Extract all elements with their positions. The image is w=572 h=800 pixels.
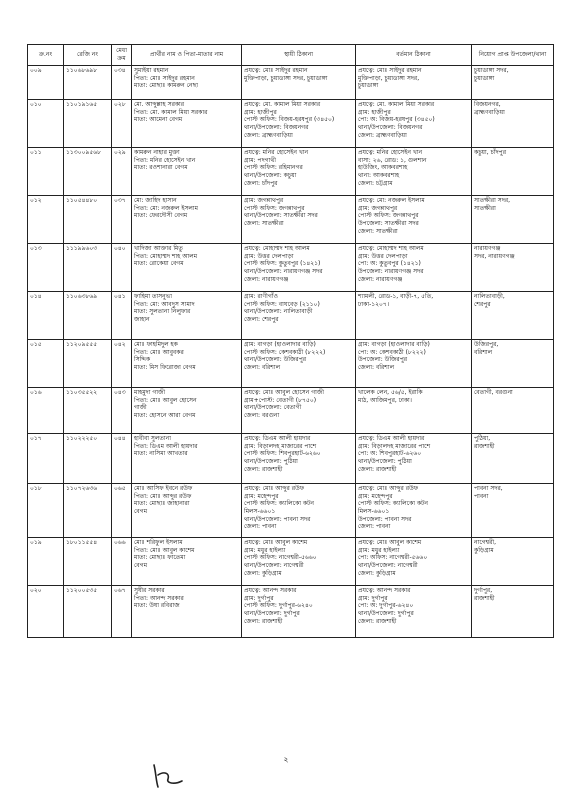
header-name: প্রার্থীর নাম ও পিতা-মাতার নাম <box>132 45 242 66</box>
permanent-address-cell <box>242 244 356 292</box>
cell-line: নালিতাবাড়ী, <box>474 293 505 300</box>
permanent-address-cell <box>242 196 356 244</box>
table-header-row <box>28 45 554 66</box>
permanent-address-cell <box>242 586 356 638</box>
cell-line: মাহমুদা গাজী <box>134 389 166 396</box>
cell-line: বেতাগী, বরগুনা <box>474 389 513 396</box>
name-cell <box>132 538 242 586</box>
cell-line: প্রযত্নে: মোঃ আব্দুর রউফ <box>244 485 305 492</box>
cell-line: গ্রাম: মহেন্দপুর <box>244 492 279 500</box>
cell-line: সাতক্ষীরা <box>474 204 496 212</box>
header-posting: নিয়োগ প্রাপ্ত উপজেলা/থানা <box>472 45 554 66</box>
cell-line: উপজেলা: সাতক্ষীরা সদর <box>358 220 419 228</box>
table-row <box>28 484 554 538</box>
serial-cell: ০১৫ <box>28 340 64 388</box>
cell-line: চুয়াডাঙ্গা সদর, <box>474 67 509 74</box>
cell-line: গ্রাম: উত্তর দেলপাড়া <box>244 252 294 260</box>
cell-line: পিতা: মো. কামাল মিয়া সরকার <box>134 108 208 116</box>
cell-line: খালেক লেন, ৫৬/৫, ইরাকি <box>358 389 423 396</box>
cell-line: দুর্গাপুর, <box>474 587 493 594</box>
cell-line: গ্রাম: বাগড়া (হাওলাদার বাড়ি) <box>244 341 316 348</box>
cell-line: পোস্ট অফিস: রহিমানগর <box>244 164 303 172</box>
cell-line: নারায়ণগঞ্জ <box>474 245 501 252</box>
cell-line: জেলা: ব্রাহ্মণবাড়িয়া <box>244 131 293 139</box>
cell-line: জেলা: বরগুনা <box>244 412 280 420</box>
name-cell <box>132 388 242 434</box>
table-row <box>28 340 554 388</box>
cell-line: গাজী <box>134 404 147 412</box>
table-row <box>28 434 554 484</box>
merit-cell: ০৬৬ <box>112 538 132 586</box>
cell-line: পো: অফিস: নাগেশ্বরী-৫৬৬০ <box>358 554 428 562</box>
cell-line: থানা/উপজেলা: পুঠিয়া <box>244 458 298 466</box>
reg-no-cell: ১৮০১১৫৫৪ <box>64 538 112 586</box>
cell-line: পোস্ট অফিস: কুতুবপুর (১৪২১) <box>244 260 321 268</box>
reg-no-cell: ১১০৩৫৫২২ <box>64 388 112 434</box>
present-address-cell <box>356 66 472 100</box>
cell-line: থানা: আকবরশাহ <box>358 172 400 180</box>
present-address-cell <box>356 484 472 538</box>
cell-line: বিজয়নগর, <box>474 101 501 108</box>
cell-line: পিতা: মোঃ আব্দুর রউফ <box>134 492 192 500</box>
cell-line: পিতা: মোঃ আবুল কাশেম <box>134 546 195 554</box>
cell-line: মাতা: নাসিমা আখতার <box>134 450 188 458</box>
page-number: ২ <box>283 755 289 764</box>
posting-cell <box>472 66 554 100</box>
cell-line: চুয়াডাঙ্গা <box>358 82 379 90</box>
name-cell <box>132 292 242 340</box>
cell-line: পিতা: ডিএম আলী হায়দার <box>134 442 198 450</box>
cell-line: প্রযত্নে: মনির হোসেইন খান <box>244 149 309 156</box>
cell-line: জেলা: সাতক্ষীরা <box>244 220 284 228</box>
signature-mark <box>148 761 190 791</box>
cell-line: জেলা: কুড়িগ্রাম <box>244 569 282 577</box>
cell-line: গ্রাম: জগন্নাথপুর <box>358 204 398 212</box>
cell-line: জেলা: পাবনা <box>244 523 277 531</box>
name-cell <box>132 244 242 292</box>
serial-cell: ০১৯ <box>28 538 64 586</box>
permanent-address-cell <box>242 148 356 196</box>
table-body <box>28 66 554 638</box>
table-row <box>28 66 554 100</box>
cell-line: থানা/উপজেলা: দুর্গাপুর <box>244 610 300 618</box>
cell-line: পিতা: মো: আবদুস সামাদ <box>134 300 195 308</box>
reg-no-cell: ১১০১৯১৬৫ <box>64 100 112 148</box>
cell-line: শেরপুর <box>474 300 491 308</box>
cell-line: প্রযত্নে: আনন্দ সরকার <box>358 587 411 594</box>
cell-line: মুক্তিপাড়া, চুয়াডাঙ্গা সদর, চুয়াডাঙ্গা <box>244 74 328 82</box>
posting-cell <box>472 292 554 340</box>
cell-line: গ্রাম+পোস্ট: বেতাগী (৮৭৫০) <box>244 396 317 404</box>
cell-line: প্রযত্নে: মোঃ আবুল কাশেম <box>358 539 422 546</box>
cell-line: চুয়াডাঙ্গা <box>474 74 495 82</box>
cell-line: মোঃ ফাহমিদুল হক <box>134 341 178 348</box>
cell-line: পো: অ: বিজয়-হরষপুর (৩৪৫০) <box>358 116 435 124</box>
cell-line: ঢাকা-১২০৭। <box>358 300 389 308</box>
name-cell <box>132 484 242 538</box>
cell-line: থানা/উপজেলা: পাবনা সদর <box>244 515 311 523</box>
cell-line: সুষীর সরকার <box>134 587 165 594</box>
cell-line: পিতা: মোহাম্মদ শাহ আলম <box>134 252 198 260</box>
cell-line: মোঃ শরিফুল ইসলাম <box>134 539 183 546</box>
cell-line: সদর, নারায়ণগঞ্জ <box>474 252 515 260</box>
cell-line: জাহান <box>134 316 150 324</box>
permanent-address-cell <box>242 388 356 434</box>
merit-cell: ০৩৪ <box>112 66 132 100</box>
permanent-address-cell <box>242 66 356 100</box>
cell-line: পোস্ট অফিস: শিবপুরহাট-৬২৬০ <box>244 450 321 458</box>
cell-line: জেলা: সাতক্ষীরা <box>358 227 398 235</box>
cell-line: থানা/উপজেলা: বিজয়নগর <box>244 124 309 132</box>
reg-no-cell: ১১০৬৩৮৬৯ <box>64 292 112 340</box>
cell-line: জেলা: শেরপুর <box>244 316 279 324</box>
cell-line: গ্রাম: উত্তর দেলপাড়া <box>358 252 408 260</box>
cell-line: প্রযত্নে: মো. কামাল মিয়া সরকার <box>244 101 321 108</box>
cell-line: রাজশাহী <box>474 594 495 602</box>
table-row <box>28 148 554 196</box>
cell-line: উপজেলা: উজিরপুর <box>358 356 408 364</box>
posting-cell <box>472 196 554 244</box>
cell-line: গ্রাম: বিড়ালদহ মাজারের পাশে <box>358 442 431 450</box>
permanent-address-cell <box>242 292 356 340</box>
cell-line: প্রযত্নে: ডিএম আলী হায়দার <box>244 435 311 442</box>
present-address-cell <box>356 434 472 484</box>
present-address-cell <box>356 100 472 148</box>
cell-line: শ্যামলী, রোড-১, বাড়ী-৭, ৫তি, <box>358 293 434 300</box>
cell-line: গ্রাম: পদগাথী <box>244 156 276 164</box>
cell-line: গ্রাম: হাজীপুর <box>358 108 391 116</box>
table-row <box>28 538 554 586</box>
name-cell <box>132 66 242 100</box>
cell-line: পোস্ট অফিস: জগন্নাথপুর <box>358 212 419 220</box>
cell-line: হাবীবা সুলতানা <box>134 435 171 442</box>
cell-line: মাতা: মোছাঃ ফাতেমা <box>134 554 186 562</box>
cell-line: গ্রাম: মধুর হাইল্যা <box>358 546 400 554</box>
cell-line: কচুয়া, চাঁদপুর <box>474 149 507 156</box>
cell-line: থানা/উপজেলা: নারায়ণগঞ্জ সদর <box>244 268 323 276</box>
cell-line: মিলস-৬৬০১ <box>358 508 390 516</box>
cell-line: থানা/উপজেলা: সাতক্ষীরা সদর <box>244 212 318 220</box>
cell-line: পিতা: মো: নজরুল ইসলাম <box>134 204 198 212</box>
merit-cell: ০৪৪ <box>112 434 132 484</box>
merit-cell: ০২৮ <box>112 100 132 148</box>
reg-no-cell: ১১০৬৮৬৯৮ <box>64 66 112 100</box>
cell-line: মাতা: ফেরদৌসী বেগম <box>134 212 188 220</box>
posting-cell <box>472 586 554 638</box>
cell-line: উপজেলা: পাবনা সদর <box>358 515 412 523</box>
reg-no-cell: ১১২০০৫৩৫ <box>64 586 112 638</box>
cell-line: প্রযত্নে: মোঃ আবুল হোসেন গাজী <box>244 389 324 396</box>
posting-cell <box>472 244 554 292</box>
cell-line: প্রযত্নে: মোঃ আব্দুর রউফ <box>358 485 419 492</box>
name-cell <box>132 100 242 148</box>
cell-line: জেলা: রাজশাহী <box>358 465 397 473</box>
table-row <box>28 292 554 340</box>
reg-no-cell: ১১২০৯৫৫৫ <box>64 340 112 388</box>
permanent-address-cell <box>242 340 356 388</box>
cell-line: মাতা: উষা রবিরাজ <box>134 602 180 610</box>
candidate-table <box>27 44 554 638</box>
cell-line: পোস্ট অফিস: দুর্গাপুর-৬২৪০ <box>244 602 313 610</box>
cell-line: জেলা: চাঁদপুর <box>244 179 278 187</box>
cell-line: পিতা: মনির হোসেইন খান <box>134 156 196 164</box>
cell-line: মাতা: আমেনা বেগম <box>134 116 183 124</box>
merit-cell: ০৬৫ <box>112 484 132 538</box>
cell-line: কুড়িগ্রাম <box>474 546 494 554</box>
permanent-address-cell <box>242 484 356 538</box>
reg-no-cell: ১১০৫৪৪৮০ <box>64 196 112 244</box>
cell-line: প্রযত্নে: ডিএম আলী হায়দার <box>358 435 425 442</box>
merit-cell: ০৪১ <box>112 292 132 340</box>
serial-cell: ০১৭ <box>28 434 64 484</box>
table-row <box>28 196 554 244</box>
cell-line: মোঃ আসিফ ইবনে রউফ <box>134 485 193 492</box>
posting-cell <box>472 388 554 434</box>
cell-line: জেলা: ব্রাহ্মণবাড়িয়া <box>358 131 407 139</box>
cell-line: গ্রাম: দুর্গাপুর <box>358 594 388 602</box>
present-address-cell <box>356 292 472 340</box>
cell-line: গ্রাম: বিড়ালদহ মাজারের পাশে <box>244 442 317 450</box>
name-cell <box>132 434 242 484</box>
cell-line: ফাহিমা তাসনুভা <box>134 293 172 300</box>
serial-cell: ০১৩ <box>28 244 64 292</box>
header-reg-no: রেজি নং <box>64 45 112 66</box>
serial-cell: ০২০ <box>28 586 64 638</box>
present-address-cell <box>356 388 472 434</box>
table-row <box>28 244 554 292</box>
serial-cell: ০১১ <box>28 148 64 196</box>
cell-line: মাতা: রওশানারা বেগম <box>134 164 188 172</box>
name-cell <box>132 340 242 388</box>
name-cell <box>132 196 242 244</box>
cell-line: পোস্ট অফিস: নাগেশ্বরী-৫৬৬০ <box>244 554 317 562</box>
cell-line: জেলা: পাবনা <box>358 523 391 531</box>
reg-no-cell: ১১৩০০৯৫৬৮ <box>64 148 112 196</box>
cell-line: সাতক্ষীরা সদর, <box>474 197 511 204</box>
cell-line: জেলা: বরিশাল <box>244 364 281 372</box>
serial-cell: ০১২ <box>28 196 64 244</box>
cell-line: মাতা: মোছাঃ জাহানারা <box>134 500 190 508</box>
posting-cell <box>472 100 554 148</box>
cell-line: সুমাইয়া রহমান <box>134 67 169 74</box>
posting-cell <box>472 538 554 586</box>
merit-cell: ০৪২ <box>112 340 132 388</box>
serial-cell: ০১৪ <box>28 292 64 340</box>
cell-line: জেলা: নারায়ণগঞ্জ <box>244 275 289 283</box>
reg-no-cell: ১১১৯৯৬০৩ <box>64 244 112 292</box>
cell-line: থানা/উপজেলা: বিজয়নগর <box>358 124 423 132</box>
cell-line: ব্রাহ্মণবাড়িয়া <box>474 108 505 116</box>
permanent-address-cell <box>242 538 356 586</box>
cell-line: প্রযত্নে: মনির হোসেইন খান <box>358 149 423 156</box>
cell-line: মাতা: সুলতানা নিলুফার <box>134 308 191 316</box>
present-address-cell <box>356 244 472 292</box>
cell-line: সিদ্দিক <box>134 356 151 364</box>
cell-line: নাগেশ্বরী, <box>474 539 497 546</box>
serial-cell: ০০৯ <box>28 66 64 100</box>
cell-line: গ্রাম: জগন্নাথপুর <box>244 197 284 204</box>
cell-line: মিলস-৬৬০১ <box>244 508 276 516</box>
cell-line: থানা/উপজেলা: নাগেশ্বরী <box>358 562 418 570</box>
cell-line: মাঠ, আজিমপুর, ঢাকা। <box>358 396 412 404</box>
merit-cell: ০৬৭ <box>112 586 132 638</box>
permanent-address-cell <box>242 434 356 484</box>
cell-line: মো. আব্দুল্লাহ সরকার <box>134 101 185 108</box>
cell-line: পো: অ: কুতুবপুর (১৪২১) <box>358 260 421 268</box>
cell-line: প্রযত্নে: মো. কামাল মিয়া সরকার <box>358 101 435 108</box>
reg-no-cell: ১১০৭২৬৩৬ <box>64 484 112 538</box>
cell-line: প্রযত্নে: মোহাম্মদ শাহ আলম <box>358 245 424 252</box>
cell-line: জেলা: নারায়ণগঞ্জ <box>358 275 403 283</box>
cell-line: পোস্ট অফিস: বাঘবেড় (২১১০) <box>244 300 320 308</box>
cell-line: পোস্ট অফিস: জগন্নাথপুর <box>244 204 305 212</box>
serial-cell: ০১৬ <box>28 388 64 434</box>
cell-line: কামরুন নাহার মুক্তা <box>134 149 180 156</box>
cell-line: পোস্ট অফিস: বিজয়-হরষপুর (৩৪৫০) <box>244 116 335 124</box>
cell-line: মাতা: মোছাঃ কামরুন নেছা <box>134 82 198 90</box>
cell-line: থানা/উপজেলা: পুঠিয়া <box>358 458 412 466</box>
header-merit: মেধা ক্রম <box>112 45 132 66</box>
cell-line: প্রযত্নে: মোহাম্মদ শাহ আলম <box>244 245 310 252</box>
cell-line: জেলা: রাজশাহী <box>358 617 397 625</box>
present-address-cell <box>356 196 472 244</box>
table-row <box>28 586 554 638</box>
cell-line: পোস্ট অফিস: ক্যালিকো কটন <box>358 500 428 508</box>
header-serial: ক্র.নং <box>28 45 64 66</box>
posting-cell <box>472 434 554 484</box>
cell-line: থানা/উপজেলা: নালিতাবাড়ী <box>244 308 313 316</box>
cell-line: পিতা: মোঃ সাইদুর রহমান <box>134 74 195 82</box>
cell-line: বরিশাল <box>474 348 493 356</box>
reg-no-cell: ১১০২২২৫০ <box>64 434 112 484</box>
cell-line: মাতা: মিস ফিরোজা বেগম <box>134 364 196 372</box>
cell-line: জেলা: চট্টগ্রাম <box>358 179 393 187</box>
cell-line: উজিরপুর, <box>474 341 499 348</box>
cell-line: বাসা: ২৬, রোড: ১, গুলশান <box>358 156 427 164</box>
cell-line: থানা/উপজেলা: উজিরপুর <box>244 356 307 364</box>
cell-line: প্রযত্নে: আনন্দ সরকার <box>244 587 297 594</box>
cell-line: জেলা: রাজশাহী <box>244 465 283 473</box>
cell-line: থানা/উপজেলা: বেতাগী <box>244 404 302 412</box>
cell-line: থানা/উপজেলা: দুর্গাপুর <box>358 610 414 618</box>
cell-line: মাতা: হোসনে আরা বেগম <box>134 412 196 420</box>
cell-line: প্রযত্নে: মোঃ সাইদুর রহমান <box>244 67 308 74</box>
header-permanent-address: স্থায়ী ঠিকানা <box>242 45 356 66</box>
name-cell <box>132 586 242 638</box>
cell-line: প্রযত্নে: মো: নজরুল ইসলাম <box>358 197 425 204</box>
present-address-cell <box>356 538 472 586</box>
cell-line: জেলা: রাজশাহী <box>244 617 283 625</box>
cell-line: খাদিজা আক্তার মিতু <box>134 245 183 252</box>
cell-line: পাবনা <box>474 492 489 500</box>
cell-line: বেগম <box>134 508 148 516</box>
present-address-cell <box>356 340 472 388</box>
cell-line: পাবনা সদর, <box>474 485 503 492</box>
cell-line: হাউজিং, আকবরশাহ <box>358 164 408 172</box>
cell-line: গ্রাম: দুর্গাপুর <box>244 594 274 602</box>
table-row <box>28 100 554 148</box>
serial-cell: ০১০ <box>28 100 64 148</box>
cell-line: পো: অ: শিবপুরহাট-৬২৬০ <box>358 450 422 458</box>
cell-line: গ্রাম: মধুর হাইল্যা <box>244 546 286 554</box>
cell-line: জেলা: বরিশাল <box>358 364 395 372</box>
header-present-address: বর্তমান ঠিকানা <box>356 45 472 66</box>
cell-line: পো: অ: কেশবকাঠী (৮২২২) <box>358 348 426 356</box>
cell-line: গ্রাম: হাজীপুর <box>244 108 277 116</box>
cell-line: পো: অ: দুর্গাপুর-৬২৪০ <box>358 602 414 610</box>
serial-cell: ০১৮ <box>28 484 64 538</box>
cell-line: মো: জাহিদ হাসান <box>134 197 177 204</box>
present-address-cell <box>356 148 472 196</box>
cell-line: থানা/উপজেলা: কচুয়া <box>244 172 297 180</box>
permanent-address-cell <box>242 100 356 148</box>
cell-line: থানা/উপজেলা: নাগেশ্বরী <box>244 562 304 570</box>
table-row <box>28 388 554 434</box>
cell-line: জেলা: কুড়িগ্রাম <box>358 569 396 577</box>
merit-cell: ০৪৩ <box>112 388 132 434</box>
cell-line: উপজেলা: নারায়ণগঞ্জ সদর <box>358 268 424 276</box>
cell-line: গ্রাম: রাণীগাঁও <box>244 293 278 300</box>
cell-line: পিতা: মোঃ আবুল হোসেন <box>134 396 197 404</box>
cell-line: মাতা: রোকেয়া বেগম <box>134 260 184 268</box>
cell-line: পোস্ট অফিস: কেশবকাঠী (৮২২২) <box>244 348 326 356</box>
cell-line: বেগম <box>134 562 148 570</box>
posting-cell <box>472 340 554 388</box>
cell-line: পিতা: মোঃ আবুবকর <box>134 348 184 356</box>
cell-line: মুক্তিপাড়া, চুয়াডাঙ্গা সদর, <box>358 74 420 82</box>
cell-line: গ্রাম: মহেন্দপুর <box>358 492 393 500</box>
cell-line: রাজশাহী <box>474 442 495 450</box>
cell-line: গ্রাম: বাগড়া (হাওলাদার বাড়ি) <box>358 341 430 348</box>
cell-line: প্রযত্নে: মোঃ আবুল কাশেম <box>244 539 308 546</box>
posting-cell <box>472 484 554 538</box>
cell-line: পোস্ট অফিস: ক্যালিকো কটন <box>244 500 314 508</box>
present-address-cell <box>356 586 472 638</box>
cell-line: প্রযত্নে: মোঃ সাইদুর রহমান <box>358 67 422 74</box>
cell-line: পিতা: আনন্দ সরকার <box>134 594 184 602</box>
merit-cell: ০৩৭ <box>112 196 132 244</box>
posting-cell <box>472 148 554 196</box>
name-cell <box>132 148 242 196</box>
cell-line: পুঠিয়া, <box>474 435 491 442</box>
merit-cell: ০২৯ <box>112 148 132 196</box>
merit-cell: ০৪০ <box>112 244 132 292</box>
